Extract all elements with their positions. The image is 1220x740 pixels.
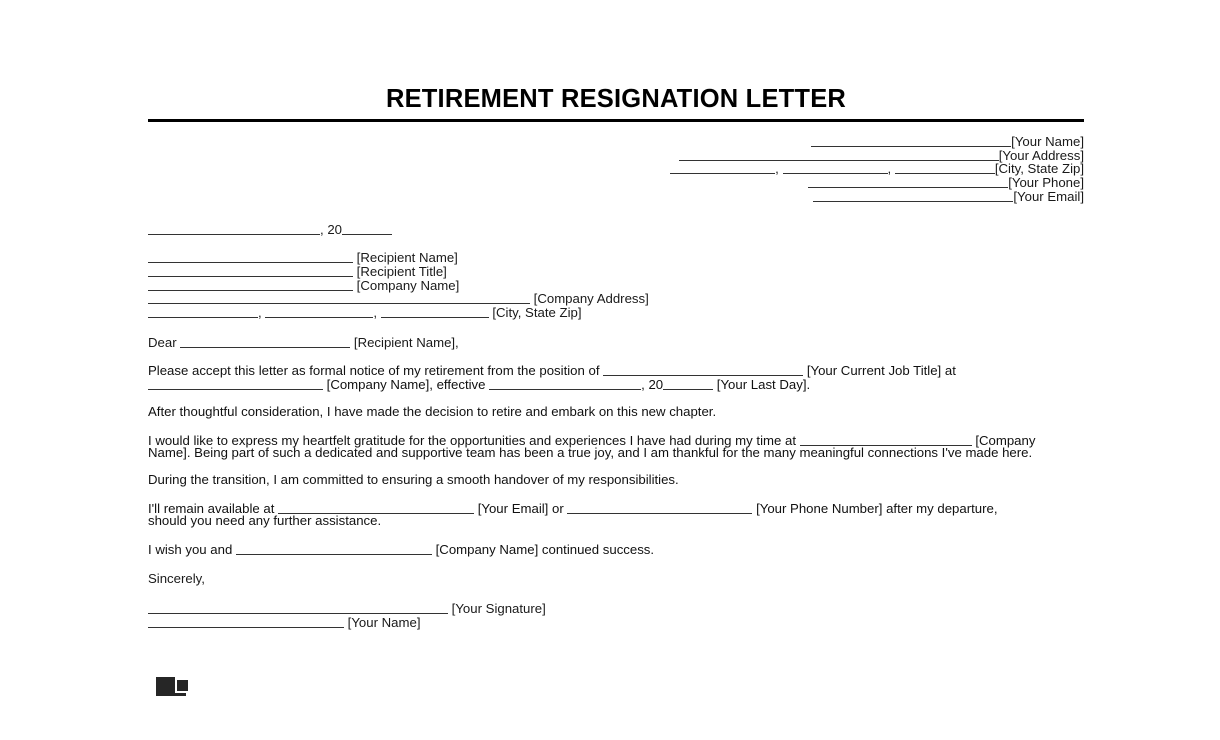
p6-text-1: I wish you and (148, 541, 236, 557)
salutation-greeting: Dear (148, 335, 181, 351)
sender-email-label: [Your Email] (1013, 188, 1084, 204)
recipient-address-label: [Company Address] (533, 291, 649, 307)
p3-text-1: I would like to express my heartfelt gratitude for the opportunities and experiences I have had during my time at (148, 432, 800, 448)
p1-effective-date-blank[interactable] (489, 378, 641, 390)
sender-state-blank[interactable] (783, 162, 888, 174)
p1-text-5: [Your Last Day]. (713, 376, 811, 392)
signature-label: [Your Signature] (451, 601, 546, 617)
p1-year-blank[interactable] (663, 378, 713, 390)
logo-shape-right (177, 680, 188, 691)
sender-email-blank[interactable] (813, 190, 1013, 202)
page-title: RETIREMENT RESIGNATION LETTER (385, 85, 847, 113)
recipient-company-label: [Company Name] (356, 277, 460, 293)
p1-text-1: Please accept this letter as formal notice of my retirement from the position of (148, 363, 604, 379)
recipient-title-label: [Recipient Title] (356, 263, 447, 279)
date-year-blank[interactable] (342, 223, 392, 235)
recipient-city-state-zip-label: [City, State Zip] (492, 305, 582, 321)
date-year-prefix: 20 (327, 221, 342, 237)
sender-address-row (148, 149, 1084, 163)
signer-name-row (148, 616, 1084, 630)
signer-name-label: [Your Name] (347, 615, 421, 631)
recipient-address-row (148, 292, 1084, 306)
p6-text-2: [Company Name] continued success. (431, 541, 655, 557)
p3-text-2: [Company Name]. Being part of such a dedicated and supportive team has been a true joy, and I am thankful for the many meaningful connections I've made here. (148, 432, 1036, 460)
sender-phone-row (148, 176, 1084, 190)
signature-blank[interactable] (148, 602, 448, 614)
sender-address-label: [Your Address] (998, 147, 1084, 163)
recipient-state-blank[interactable] (265, 306, 373, 318)
p1-text-4: , 20 (641, 376, 664, 392)
body-paragraph-2: After thoughtful consideration, I have made the decision to retire and embark on this new chapter. (148, 404, 717, 420)
sender-block (148, 135, 1084, 204)
sender-phone-blank[interactable] (808, 176, 1008, 188)
recipient-company-blank[interactable] (148, 279, 353, 291)
recipient-state-separator: , (373, 305, 381, 321)
salutation-recipient-label: [Recipient Name], (350, 335, 459, 351)
p5-phone-blank[interactable] (567, 502, 752, 514)
signature-block (148, 602, 1084, 630)
recipient-city-state-zip-row (148, 306, 1084, 320)
recipient-name-row (148, 251, 1084, 265)
sender-name-blank[interactable] (811, 135, 1011, 147)
logo-shape-base (156, 693, 186, 696)
date-row (148, 223, 1084, 236)
salutation-row (148, 336, 1084, 349)
brand-logo-icon (156, 676, 188, 698)
sender-name-label: [Your Name] (1011, 133, 1084, 149)
p1-job-title-blank[interactable] (603, 364, 803, 376)
recipient-zip-blank[interactable] (381, 306, 489, 318)
recipient-address-blank[interactable] (148, 292, 530, 304)
salutation-name-blank[interactable] (180, 336, 350, 348)
body-paragraph-6 (148, 543, 1038, 556)
body-paragraph-3 (148, 434, 1038, 460)
p1-text-2: [Your Current Job Title] at (803, 363, 956, 379)
p5-email-blank[interactable] (278, 502, 474, 514)
recipient-title-row (148, 265, 1084, 279)
sender-address-blank[interactable] (679, 149, 999, 161)
signature-row (148, 602, 1084, 616)
p5-text-2: [Your Email] or (474, 500, 568, 516)
sender-state-separator: , (887, 161, 895, 177)
sender-name-row (148, 135, 1084, 149)
date-block (148, 223, 1084, 236)
body-paragraph-1 (148, 364, 1038, 391)
recipient-city-blank[interactable] (148, 306, 258, 318)
sender-city-blank[interactable] (670, 162, 775, 174)
sender-city-state-zip-row (148, 162, 1084, 176)
sender-zip-blank[interactable] (895, 162, 995, 174)
sender-city-separator: , (775, 161, 783, 177)
body-paragraph-4: During the transition, I am committed to ensuring a smooth handover of my responsibilities. (148, 472, 679, 488)
sender-phone-label: [Your Phone] (1008, 175, 1084, 191)
p5-text-1: I'll remain available at (148, 500, 279, 516)
date-separator: , (320, 221, 328, 237)
p3-company-blank[interactable] (800, 434, 972, 446)
sender-email-row (148, 190, 1084, 204)
p5-text-3: [Your Phone Number] after my departure, should you need any further assistance. (148, 500, 998, 529)
recipient-block (148, 251, 1084, 320)
recipient-name-blank[interactable] (148, 251, 353, 263)
document-page (148, 0, 1084, 740)
date-month-day-blank[interactable] (148, 223, 320, 235)
sender-city-state-zip-label: [City, State Zip] (994, 161, 1084, 177)
body-paragraph-5 (148, 502, 1038, 528)
signer-name-blank[interactable] (148, 616, 344, 628)
recipient-name-label: [Recipient Name] (356, 250, 458, 266)
closing-sign-off: Sincerely, (148, 570, 205, 586)
recipient-title-blank[interactable] (148, 265, 353, 277)
p6-company-blank[interactable] (236, 543, 432, 555)
title-divider (148, 119, 1084, 122)
p1-company-blank[interactable] (148, 378, 323, 390)
recipient-city-separator: , (258, 305, 266, 321)
recipient-company-row (148, 279, 1084, 293)
p1-text-3: [Company Name], effective (323, 376, 490, 392)
